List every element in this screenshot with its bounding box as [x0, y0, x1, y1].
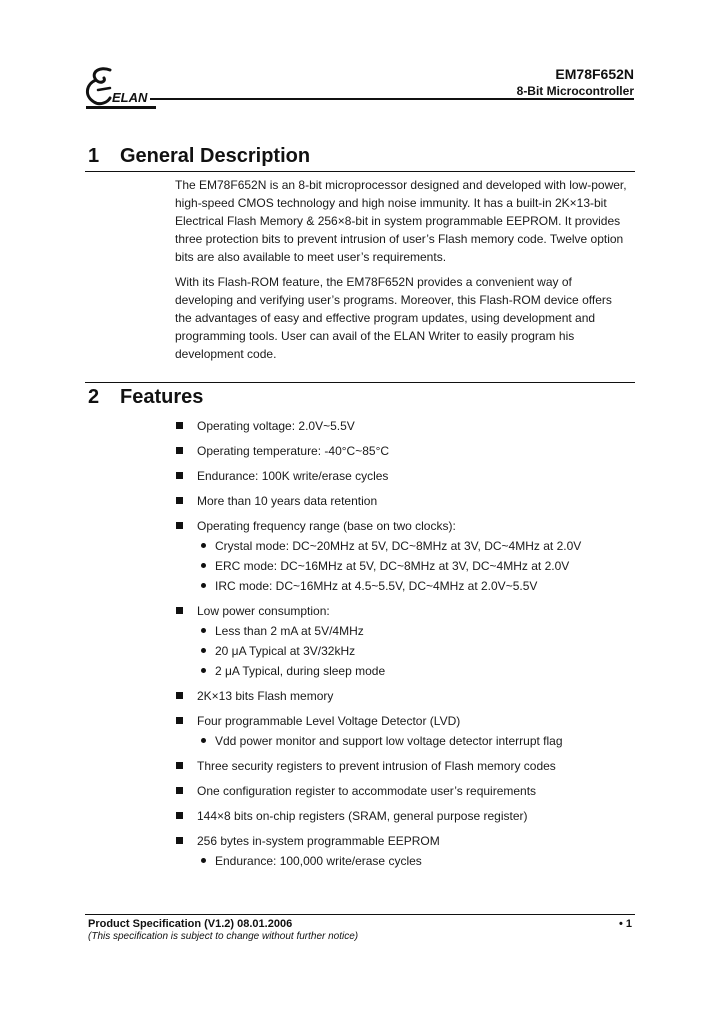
sub-feature-item	[176, 853, 646, 873]
sub-feature-text: Less than 2 mA at 5V/4MHz	[215, 624, 364, 638]
footer-rule	[85, 914, 635, 915]
section-number: 1	[88, 145, 100, 167]
feature-item	[176, 688, 646, 708]
feature-text: Operating voltage: 2.0V~5.5V	[197, 419, 355, 433]
round-bullet-icon	[201, 858, 206, 863]
sub-feature-item	[176, 663, 646, 683]
features-list	[176, 418, 646, 873]
square-bullet-icon	[176, 497, 183, 504]
feature-text: Endurance: 100K write/erase cycles	[197, 469, 389, 483]
feature-text: Four programmable Level Voltage Detector (LVD)	[197, 714, 461, 728]
paragraph-line: The EM78F652N is an 8-bit microprocessor designed and developed with low-power,	[175, 178, 627, 192]
round-bullet-icon	[201, 648, 206, 653]
paragraph-line: development code.	[175, 347, 277, 361]
feature-text: One configuration register to accommodate user’s requirements	[197, 784, 537, 798]
paragraph-line: programming tools. User can avail of the ELAN Writer to easily program his	[175, 329, 575, 343]
footer-spec: Product Specification (V1.2) 08.01.2006	[88, 918, 293, 930]
feature-text: 2K×13 bits Flash memory	[197, 689, 334, 703]
square-bullet-icon	[176, 422, 183, 429]
feature-item	[176, 443, 646, 463]
sub-feature-item	[176, 538, 646, 558]
feature-item	[176, 758, 646, 778]
feature-text: Operating frequency range (base on two clocks):	[197, 519, 456, 533]
feature-text: Three security registers to prevent intrusion of Flash memory codes	[197, 759, 556, 773]
paragraph-line: three protection bits to prevent intrusion of user’s Flash memory code. Twelve option	[175, 232, 624, 246]
paragraph-line: bits are also available to meet user’s requirements.	[175, 250, 447, 264]
paragraph-line: Electrical Flash Memory & 256×8-bit in system programmable EEPROM. It provides	[175, 214, 621, 228]
feature-item	[176, 808, 646, 828]
square-bullet-icon	[176, 812, 183, 819]
feature-text: 256 bytes in-system programmable EEPROM	[197, 834, 440, 848]
square-bullet-icon	[176, 837, 183, 844]
feature-item	[176, 783, 646, 803]
square-bullet-icon	[176, 692, 183, 699]
sub-feature-item	[176, 623, 646, 643]
description-paragraph	[175, 176, 645, 266]
logo-text: ELAN	[112, 90, 148, 105]
sub-feature-item	[176, 578, 646, 598]
sub-feature-text: ERC mode: DC~16MHz at 5V, DC~8MHz at 3V, DC~4MHz at 2.0V	[215, 559, 570, 573]
header-rule	[150, 98, 634, 100]
sub-feature-text: 20 μA Typical at 3V/32kHz	[215, 644, 356, 658]
square-bullet-icon	[176, 762, 183, 769]
page-number: • 1	[618, 918, 632, 930]
section-title: Features	[120, 386, 204, 408]
square-bullet-icon	[176, 472, 183, 479]
round-bullet-icon	[201, 628, 206, 633]
section-title: General Description	[120, 145, 311, 167]
sub-feature-text: Endurance: 100,000 write/erase cycles	[215, 854, 422, 868]
paragraph-line: the advantages of easy and effective program updates, using development and	[175, 311, 596, 325]
feature-text: Operating temperature: -40°C~85°C	[197, 444, 390, 458]
part-number: EM78F652N	[555, 66, 634, 82]
square-bullet-icon	[176, 447, 183, 454]
square-bullet-icon	[176, 607, 183, 614]
feature-item	[176, 518, 646, 598]
feature-item	[176, 468, 646, 488]
sub-feature-text: Crystal mode: DC~20MHz at 5V, DC~8MHz at 3V, DC~4MHz at 2.0V	[215, 539, 582, 553]
paragraph-line: high-speed CMOS technology and high noise immunity. It has a built-in 2K×13-bit	[175, 196, 607, 210]
square-bullet-icon	[176, 717, 183, 724]
section-rule	[85, 171, 635, 172]
feature-item	[176, 713, 646, 753]
round-bullet-icon	[201, 543, 206, 548]
paragraph-line: With its Flash-ROM feature, the EM78F652N provides a convenient way of	[175, 275, 572, 289]
description-paragraph	[175, 273, 645, 363]
feature-text: 144×8 bits on-chip registers (SRAM, general purpose register)	[197, 809, 528, 823]
sub-feature-text: 2 μA Typical, during sleep mode	[215, 664, 386, 678]
section-rule	[85, 382, 635, 383]
sub-feature-item	[176, 733, 646, 753]
feature-text: More than 10 years data retention	[197, 494, 378, 508]
paragraph-line: developing and verifying user’s programs. Moreover, this Flash-ROM device offers	[175, 293, 612, 307]
sub-feature-item	[176, 558, 646, 578]
sub-feature-item	[176, 643, 646, 663]
feature-item	[176, 493, 646, 513]
header-subtitle: 8-Bit Microcontroller	[516, 84, 634, 98]
feature-item	[176, 833, 646, 873]
sub-feature-text: IRC mode: DC~16MHz at 4.5~5.5V, DC~4MHz at 2.0V~5.5V	[215, 579, 538, 593]
footer-note: (This specification is subject to change without further notice)	[88, 931, 359, 942]
feature-item	[176, 418, 646, 438]
square-bullet-icon	[176, 787, 183, 794]
square-bullet-icon	[176, 522, 183, 529]
round-bullet-icon	[201, 668, 206, 673]
round-bullet-icon	[201, 563, 206, 568]
section-number: 2	[88, 386, 100, 408]
sub-feature-text: Vdd power monitor and support low voltage detector interrupt flag	[215, 734, 563, 748]
feature-text: Low power consumption:	[197, 604, 330, 618]
round-bullet-icon	[201, 583, 206, 588]
round-bullet-icon	[201, 738, 206, 743]
elan-logo	[80, 62, 160, 114]
feature-item	[176, 603, 646, 683]
